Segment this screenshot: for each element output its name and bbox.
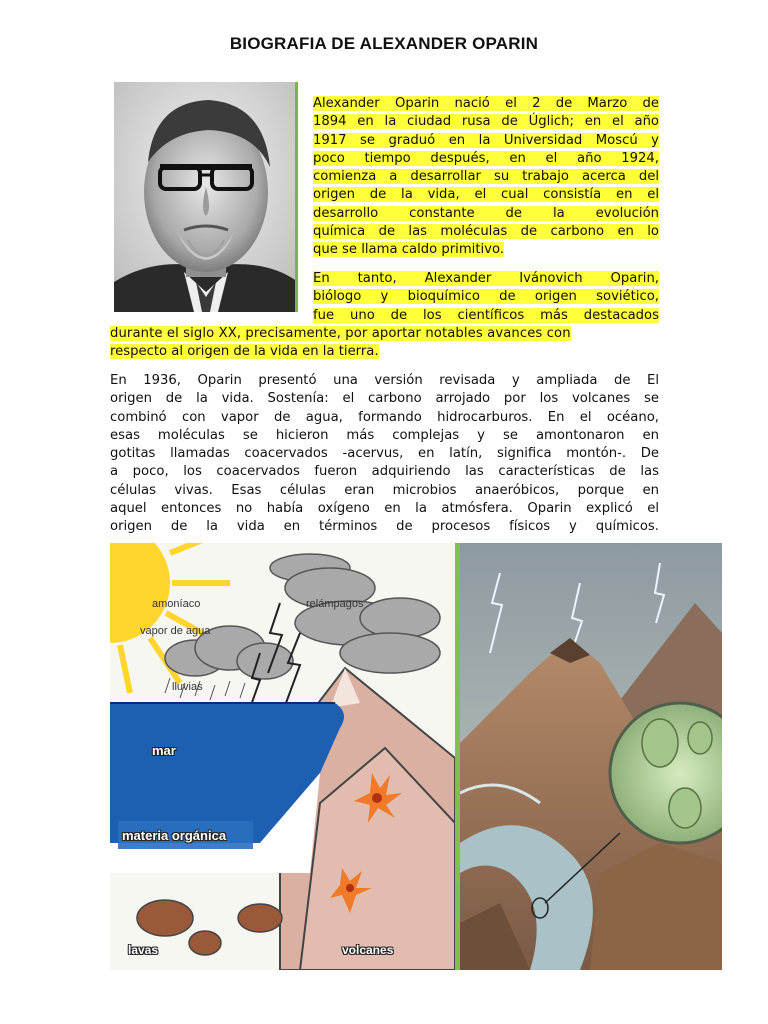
- text-line: Alexander Oparin nació el 2 de Marzo de: [313, 96, 659, 111]
- label-relampagos: relámpagos: [306, 598, 364, 610]
- text-line: durante el siglo XX, precisamente, por aportar notables avances con: [110, 326, 571, 341]
- text-line: gotitas llamadas coacervados -acervus, en latín, significa montón-. De: [110, 446, 659, 462]
- text-line: origen de la vida en términos de procesos físicos y químicos.: [110, 519, 659, 535]
- label-materia-organica: materia orgánica: [122, 828, 227, 843]
- text-line: En 1936, Oparin presentó una versión revisada y ampliada de El: [110, 373, 659, 388]
- text-line: 1917 se graduó en la Universidad Moscú y: [313, 132, 659, 148]
- text-line: biólogo y bioquímico de origen soviético,: [313, 289, 659, 305]
- text-line: respecto al origen de la vida en la tierra.: [110, 344, 379, 360]
- text-line: origen de la vida. Sostenía: el carbono arrojado por los volcanes se: [110, 391, 659, 407]
- label-mar: mar: [152, 743, 176, 758]
- volcanic-landscape-illustration: [460, 543, 722, 970]
- text-line: desarrollo constante de la evolución: [313, 205, 659, 221]
- label-lluvias: lluvias: [172, 681, 203, 693]
- text-line: 1894 en la ciudad rusa de Úglich; en el año: [313, 114, 659, 130]
- text-line: origen de la vida, el cual consistía en el: [313, 187, 659, 203]
- label-lavas: lavas: [128, 943, 159, 957]
- biography-paragraph-3: [110, 372, 659, 537]
- text-line: fue uno de los científicos más destacados: [313, 307, 659, 323]
- label-volcanes: volcanes: [342, 943, 394, 957]
- biography-paragraph-2-top: [313, 270, 659, 325]
- text-line: En tanto, Alexander Ivánovich Oparin,: [313, 271, 659, 286]
- text-line: poco tiempo después, en el año 1924,: [313, 150, 659, 166]
- text-line: células vivas. Esas células eran microbios anaeróbicos, porque en: [110, 482, 659, 498]
- label-vapor: vapor de agua: [140, 625, 211, 637]
- oparin-portrait-photo: [114, 82, 298, 312]
- text-line: aquel entonces no había oxígeno en la atmósfera. Oparin explicó el: [110, 501, 659, 517]
- text-line: a poco, los coacervados fueron adquiriendo las características de las: [110, 464, 659, 480]
- biography-paragraph-1: [313, 95, 659, 260]
- text-line: esas moléculas se hicieron más complejas y se amontonaron en: [110, 427, 659, 443]
- page-title: BIOGRAFIA DE ALEXANDER OPARIN: [229, 34, 539, 53]
- origin-of-life-diagram: [110, 543, 455, 970]
- text-line: comienza a desarrollar su trabajo acerca del: [313, 169, 659, 185]
- text-line: química de las moléculas de carbono en lo: [313, 224, 659, 240]
- biography-paragraph-2-bottom: [110, 325, 659, 362]
- label-amoniaco: amoníaco: [152, 598, 201, 610]
- text-line: que se llama caldo primitivo.: [313, 242, 504, 258]
- text-line: combinó con vapor de agua, formando hidrocarburos. En el océano,: [110, 409, 659, 425]
